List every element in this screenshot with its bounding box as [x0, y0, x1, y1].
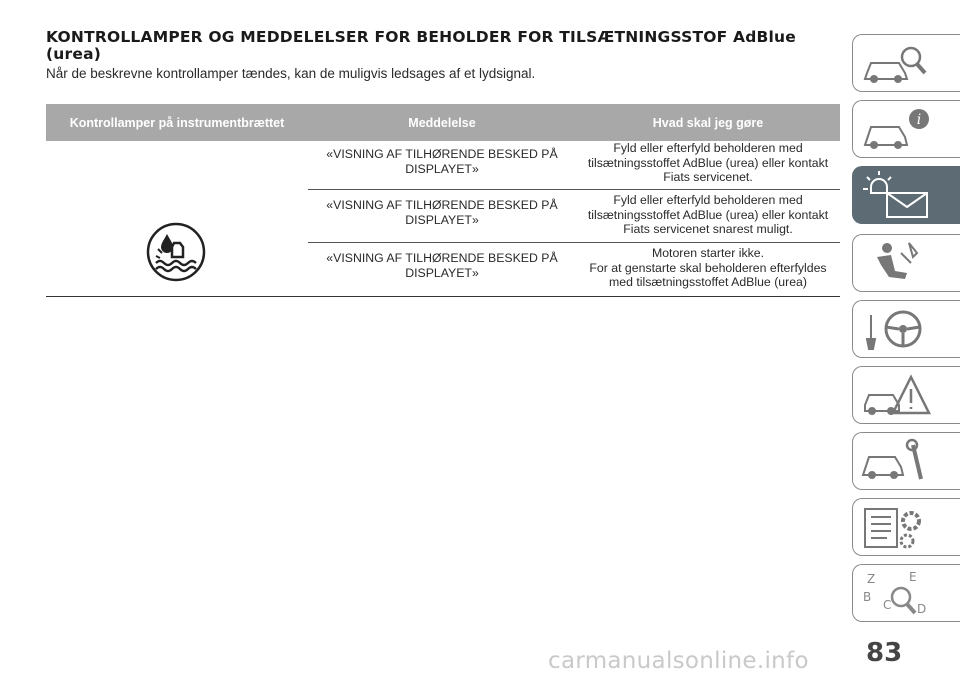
car-maintenance-icon — [861, 437, 931, 487]
warning-table — [46, 104, 840, 297]
tab-safety[interactable] — [852, 234, 960, 292]
page-number: 83 — [866, 638, 903, 668]
action-cell — [576, 243, 840, 295]
alphabetical-index-icon — [861, 569, 931, 621]
svg-text:D: D — [917, 602, 927, 616]
message-cell: «VISNING AF TILHØRENDE BESKED PÅ DISPLAYET» — [326, 251, 558, 280]
warning-lamp-message-icon — [861, 171, 931, 221]
tab-emergency[interactable] — [852, 366, 960, 424]
action-cell: Fyld eller efterfyld beholderen med tilsætningsstoffet AdBlue (urea) eller kontakt Fiats servicenet snarest muligt. — [587, 193, 829, 236]
tab-index[interactable] — [852, 564, 960, 622]
svg-text:C: C — [883, 598, 892, 612]
tab-car-search[interactable] — [852, 34, 960, 92]
svg-text:Z: Z — [867, 572, 876, 586]
table-header — [46, 104, 840, 141]
table-row — [308, 141, 840, 190]
table-row — [308, 243, 840, 295]
tab-technical-data[interactable] — [852, 498, 960, 556]
column-header-lamps: Kontrollamper på instrumentbrættet — [69, 115, 285, 130]
tab-car-info[interactable] — [852, 100, 960, 158]
svg-text:B: B — [863, 590, 872, 604]
message-cell: «VISNING AF TILHØRENDE BESKED PÅ DISPLAYET» — [326, 147, 558, 176]
watermark: carmanualsonline.info — [548, 648, 809, 674]
car-search-icon — [861, 39, 931, 89]
column-header-message: Meddelelse — [408, 115, 476, 130]
intro-text: Når de beskrevne kontrollamper tændes, kan de muligvis ledsages af et lydsignal. — [46, 66, 536, 81]
specifications-gears-icon — [861, 503, 931, 553]
steering-wheel-key-icon — [861, 305, 931, 355]
action-cell: Fyld eller efterfyld beholderen med tilsætningsstoffet AdBlue (urea) eller kontakt Fiats servicenet. — [587, 141, 829, 184]
tab-warning-lamps[interactable] — [852, 166, 960, 224]
adblue-tank-warning-icon — [143, 221, 209, 288]
column-header-action: Hvad skal jeg gøre — [652, 115, 764, 130]
seat-airbag-icon — [861, 239, 931, 289]
action-line: For at genstarte skal beholderen efterfyldes med tilsætningsstoffet AdBlue (urea) — [589, 260, 827, 289]
table-row — [308, 190, 840, 243]
message-cell: «VISNING AF TILHØRENDE BESKED PÅ DISPLAYET» — [326, 198, 558, 227]
tab-service[interactable] — [852, 432, 960, 490]
page-heading: KONTROLLAMPER OG MEDDELELSER FOR BEHOLDER FOR TILSÆTNINGSSTOF AdBlue (urea) — [46, 28, 796, 63]
action-line: Motoren starter ikke. — [651, 246, 765, 260]
svg-text:i: i — [916, 112, 922, 128]
svg-text:E: E — [909, 570, 917, 584]
car-breakdown-warning-icon — [861, 371, 931, 421]
tab-starting-driving[interactable] — [852, 300, 960, 358]
car-info-icon — [861, 105, 931, 155]
table-body — [46, 141, 840, 297]
